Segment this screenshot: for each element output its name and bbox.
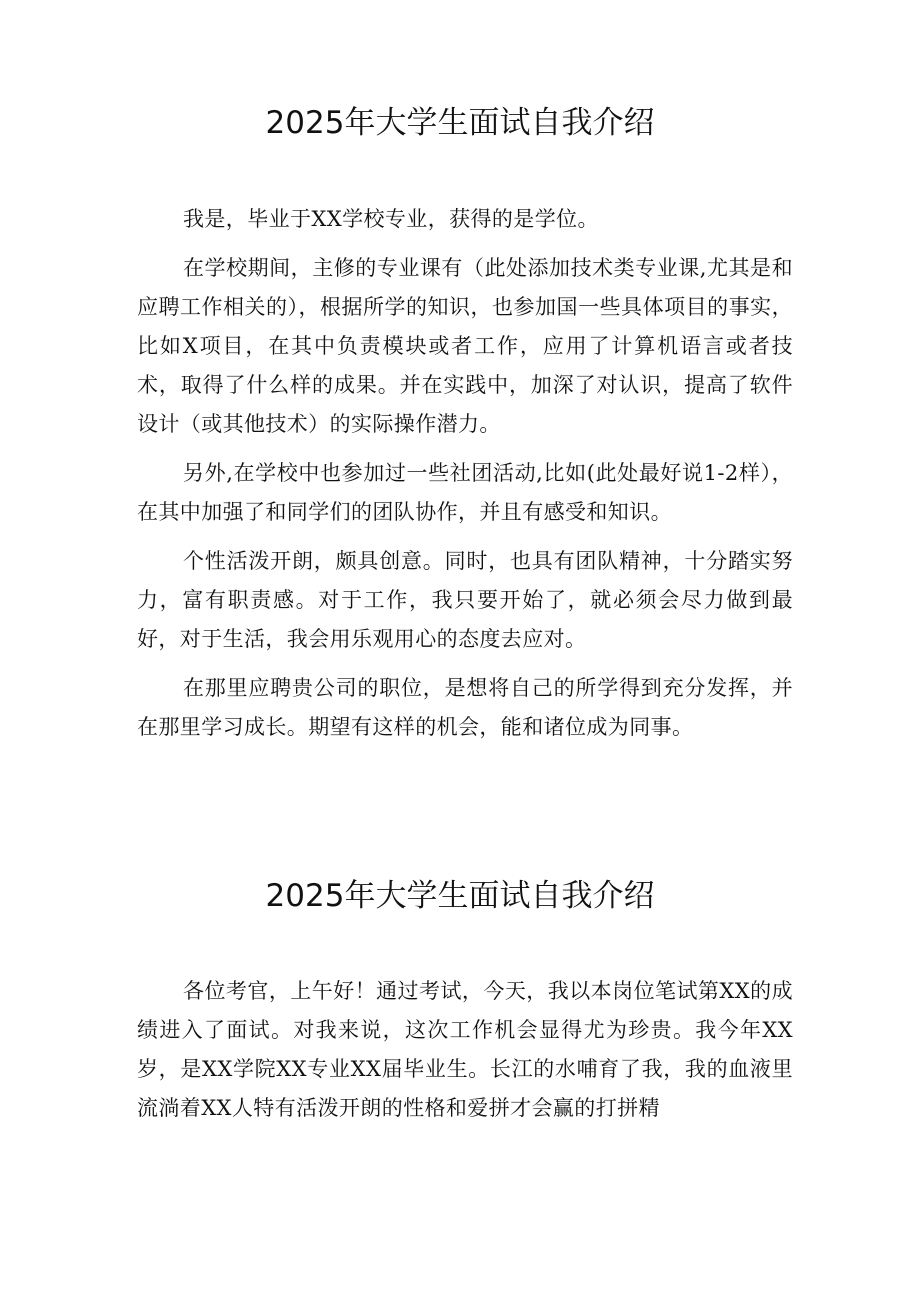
section-1-body bbox=[137, 200, 793, 757]
section-1-title: 2025年大学生面试自我介绍 bbox=[265, 105, 655, 141]
paragraph: 在学校期间，主修的专业课有（此处添加技术类专业课,尤其是和应聘工作相关的），根据所学的知识，也参加国一些具体项目的事实，比如X项目，在其中负责模块或者工作，应用了计算机语言或者技术，取得了什么样的成果。并在实践中，加深了对认识，提高了软件设计（或其他技术）的实际操作潜力。 bbox=[137, 256, 793, 436]
paragraph: 个性活泼开朗，颇具创意。同时，也具有团队精神，十分踏实努力，富有职责感。对于工作，我只要开始了，就必须会尽力做到最好，对于生活，我会用乐观用心的态度去应对。 bbox=[137, 549, 793, 651]
paragraph: 各位考官，上午好！通过考试，今天，我以本岗位笔试第XX的成绩进入了面试。对我来说，这次工作机会显得尤为珍贵。我今年XX岁，是XX学院XX专业XX届毕业生。长江的水哺育了我，我的血液里流淌着XX人特有活泼开朗的性格和爱拼才会赢的打拼精 bbox=[137, 979, 793, 1120]
section-2-title: 2025年大学生面试自我介绍 bbox=[265, 878, 655, 914]
section-2-body bbox=[137, 972, 793, 1138]
paragraph: 在那里应聘贵公司的职位，是想将自己的所学得到充分发挥，并在那里学习成长。期望有这样的机会，能和诸位成为同事。 bbox=[137, 676, 793, 739]
paragraph: 我是，毕业于XX学校专业，获得的是学位。 bbox=[183, 207, 599, 231]
paragraph: 另外,在学校中也参加过一些社团活动,比如(此处最好说1-2样），在其中加强了和同学们的团队协作，并且有感受和知识。 bbox=[137, 461, 793, 524]
